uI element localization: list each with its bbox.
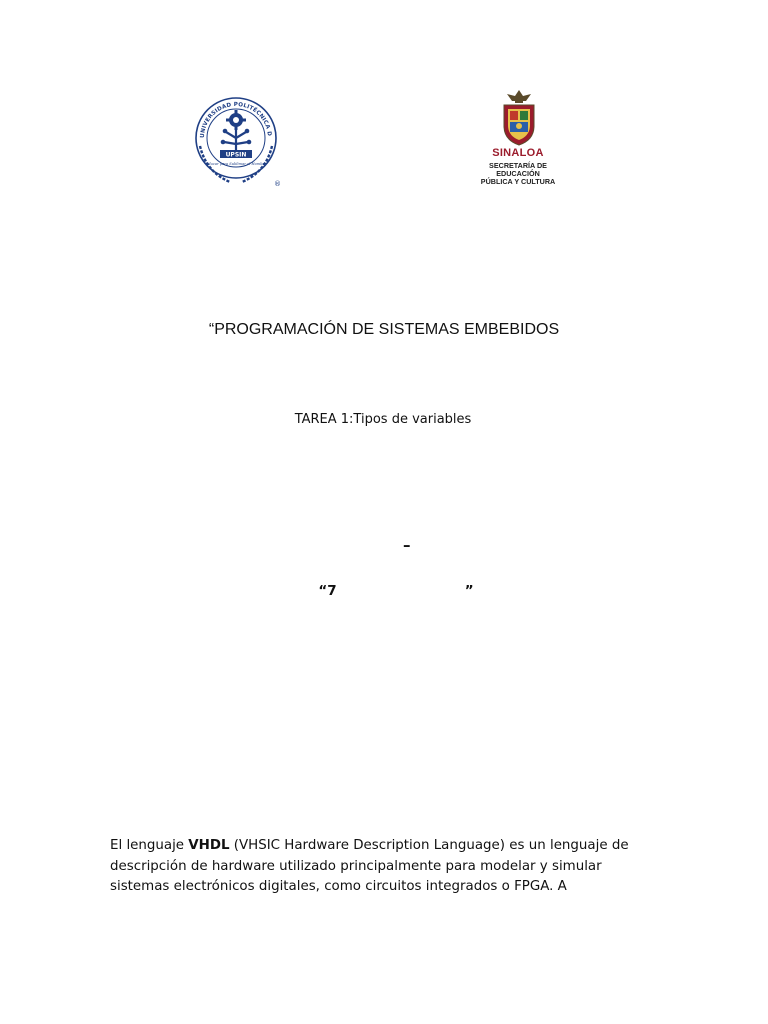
quote-close: ”: [464, 583, 474, 599]
body-prefix: El lenguaje: [110, 838, 189, 853]
sinaloa-name: SINALOA: [492, 147, 544, 159]
upsin-logo: [190, 86, 282, 192]
body-rest: (VHSIC Hardware Description Language) es un lenguaje de descripción de hardware utilizado principalmente para modelar y simular sistemas electrónicos digitales, como circuitos integrados o FPGA. A: [110, 838, 629, 894]
body-paragraph: [110, 836, 650, 898]
svg-text:UNIVERSIDAD POLITÉCNICA DE SIN: [190, 86, 272, 138]
upsin-seal-icon: [190, 86, 282, 192]
separator-dash: –: [403, 536, 411, 554]
quote-open: “7: [318, 583, 337, 599]
sinaloa-sep-logo: [466, 88, 570, 188]
sep-line-1: SECRETARÍA DE: [489, 161, 547, 170]
sinaloa-coat-of-arms-icon: [498, 88, 540, 148]
sep-line-3: PÚBLICA Y CULTURA: [480, 177, 556, 186]
upsin-acronym: UPSIN: [225, 151, 247, 159]
course-title: “PROGRAMACIÓN DE SISTEMAS EMBEBIDOS: [208, 321, 560, 338]
quote-line: [309, 567, 474, 599]
body-bold-term: VHDL: [188, 838, 230, 853]
upsin-motto: Educar para Sublimar el Hombre: [205, 162, 267, 166]
sep-line-2: EDUCACIÓN: [496, 169, 540, 178]
assignment-title: TAREA 1:Tipos de variables: [294, 412, 472, 427]
upsin-ring-text: UNIVERSIDAD POLITÉCNICA D: [199, 101, 273, 139]
registered-mark: ®: [274, 180, 281, 188]
